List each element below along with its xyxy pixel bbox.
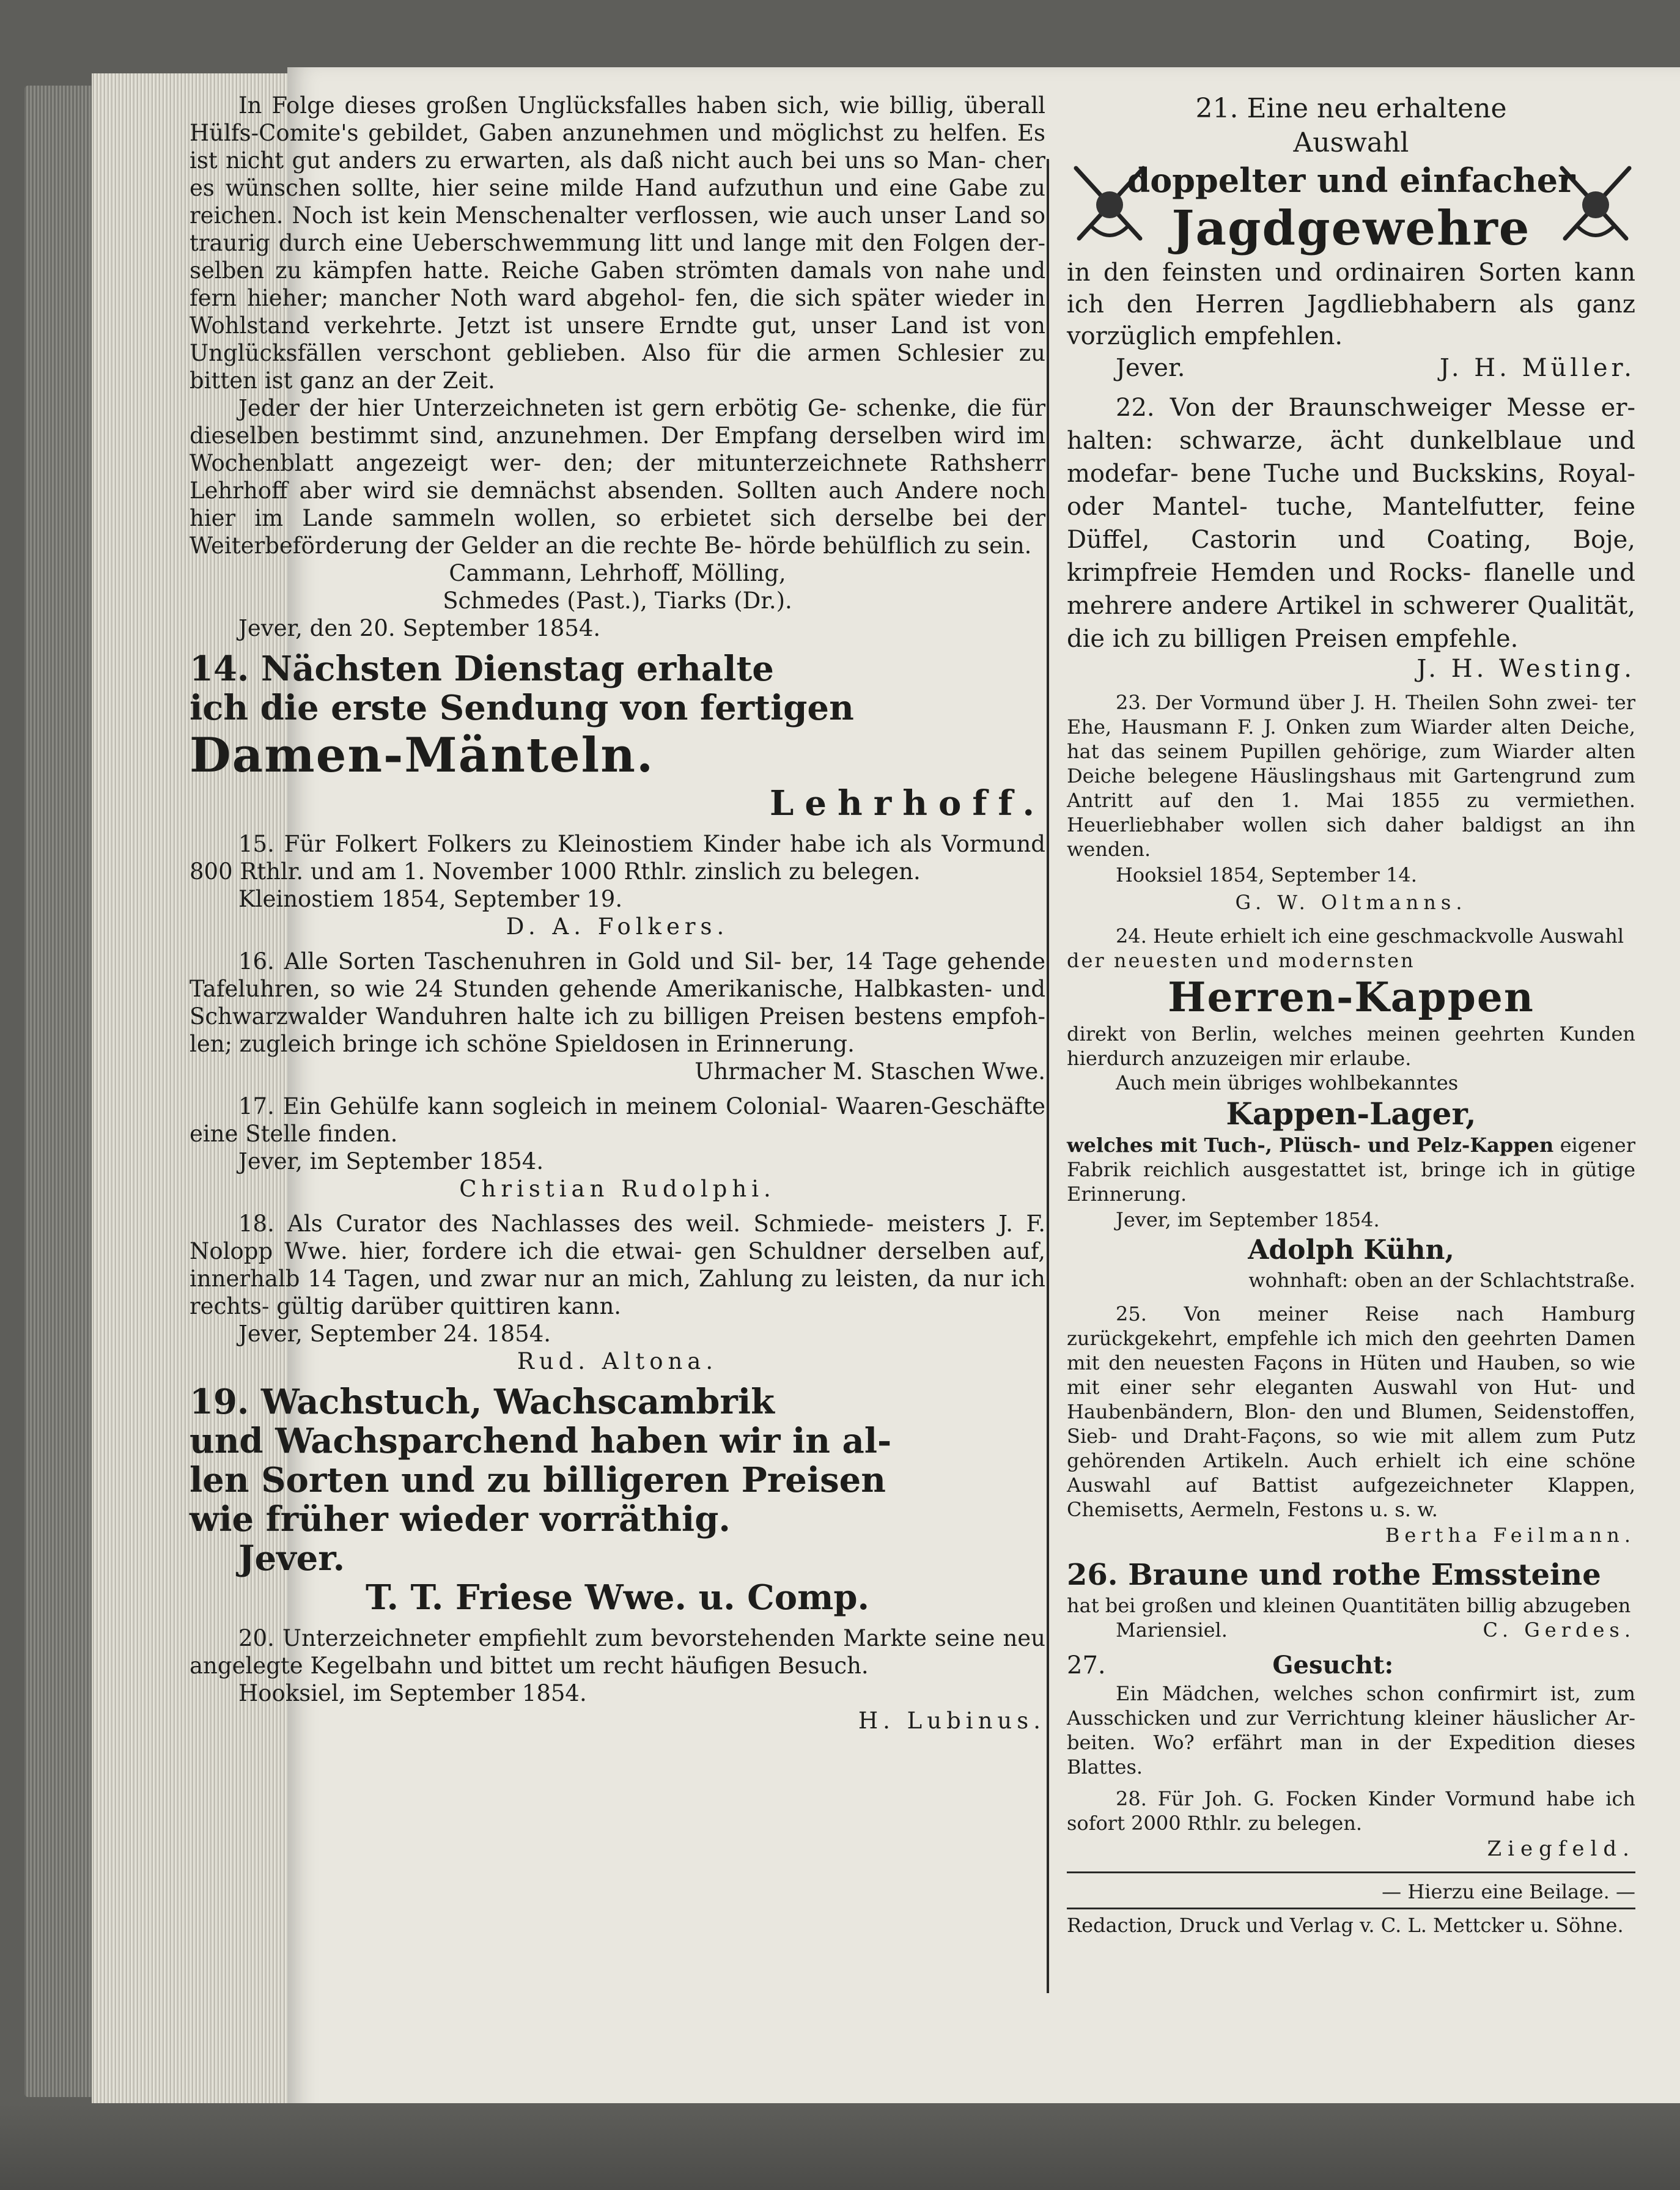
ad-text: hat bei großen und kleinen Quantitäten billig abzugeben xyxy=(1067,1594,1631,1617)
text-line: In Folge dieses großen Unglücksfalles haben sich, xyxy=(238,92,830,119)
ad-place: Mariensiel. xyxy=(1116,1618,1228,1642)
ad-footer xyxy=(1067,352,1635,384)
ad-text xyxy=(1067,1681,1635,1779)
ad-address: wohnhaft: oben an der Schlachtstraße. xyxy=(1248,1269,1635,1292)
ad-23 xyxy=(1067,690,1635,916)
appeal-notice xyxy=(190,92,1045,642)
text-line: verschont geblieben. Also für die armen Schlesier zu xyxy=(377,340,1045,366)
column-divider xyxy=(1047,159,1049,1993)
text-line: Façons in Hüten und Hauben, so wie mit einer sehr xyxy=(1067,1351,1635,1399)
appeal-paragraph-2 xyxy=(190,394,1045,559)
text-line: eleganten Auswahl von Hut- und Haubenbändern, Blon- xyxy=(1067,1376,1636,1423)
text-line: und eine Gabe zu reichen. Noch ist kein Menschenalter xyxy=(190,175,1045,229)
ad-place-date: Hooksiel 1854, September 14. xyxy=(1116,863,1417,887)
text-line: anzunehmen und möglichst zu helfen. Es ist nicht gut xyxy=(190,120,1045,174)
ad-text: 24. Heute erhielt ich eine geschmackvolle Auswahl xyxy=(1116,924,1624,948)
ad-title: Herren-Kappen xyxy=(1168,973,1534,1021)
ad-headline: wie früher wieder vorräthig. xyxy=(190,1499,731,1539)
text-line: empfehlen. xyxy=(1204,322,1343,350)
text-line: gültig darüber quittiren kann. xyxy=(276,1293,622,1319)
ad-signature: G. W. Oltmanns. xyxy=(1235,891,1467,914)
ad-text xyxy=(1067,1022,1635,1071)
ad-text xyxy=(1067,1133,1635,1206)
ad-signature: Lehrhoff. xyxy=(770,783,1045,824)
appeal-paragraph-1 xyxy=(190,92,1045,394)
text-line: eigener Fabrik reichlich ausgestattet ist, bringe ich in xyxy=(1067,1134,1636,1181)
ad-place: Jever. xyxy=(238,1538,345,1579)
text-line: zum Antritt auf den 1. Mai 1855 zu vermiethen. xyxy=(1067,764,1636,812)
text-line: schenke, die für dieselben bestimmt sind, anzunehmen. Der xyxy=(190,395,1046,449)
ad-headline: 14. Nächsten Dienstag erhalte xyxy=(190,649,774,689)
text-line: 1000 Rthlr. zinslich zu belegen. xyxy=(559,858,921,885)
ad-place: Jever. xyxy=(1116,354,1185,382)
ad-title: Gesucht: xyxy=(1272,1651,1394,1679)
text-line: 23. Der Vormund über J. H. Theilen Sohn zwei- xyxy=(1116,691,1599,714)
text-line: 17. Ein Gehülfe kann sogleich in meinem Colonial- xyxy=(238,1093,828,1119)
text-line: meisters J. F. Nolopp Wwe. hier, fordere ich die etwai- xyxy=(190,1211,1045,1264)
ad-text xyxy=(1067,690,1635,861)
ad-title: 26. Braune und rothe Emssteine xyxy=(1067,1558,1601,1592)
text-line: 25. Von meiner Reise nach Hamburg zurückgekehrt, xyxy=(1067,1302,1635,1350)
text-line: habe ich als Vormund 800 Rthlr. und am 1. November xyxy=(190,831,1045,885)
text-line: hörde behülflich zu sein. xyxy=(749,533,1032,559)
ad-signature: Adolph Kühn, xyxy=(1248,1234,1454,1266)
ad-21 xyxy=(1067,92,1635,384)
text-line: Blattes. xyxy=(1067,1755,1143,1779)
text-line: 20. Unterzeichneter empfiehlt zum bevorstehenden xyxy=(238,1625,835,1651)
text-line: Jeder der hier Unterzeichneten ist gern erbötig Ge- xyxy=(238,395,847,421)
ad-text xyxy=(190,1624,1045,1679)
text-line: in den feinsten und ordinairen Sorten kann ich xyxy=(1067,259,1635,319)
ad-headline: 19. Wachstuch, Wachscambrik xyxy=(190,1382,775,1422)
ad-signature: Uhrmacher M. Staschen Wwe. xyxy=(694,1058,1045,1085)
text-line: Empfang derselben wird im Wochenblatt angezeigt wer- xyxy=(190,422,1045,476)
text-line: Markte seine neu angelegte Kegelbahn und bittet um xyxy=(190,1625,1046,1679)
ad-signature: J. H. Müller. xyxy=(1439,354,1635,382)
ad-28 xyxy=(1067,1786,1635,1863)
text-line: selben zu kämpfen hatte. Reiche Gaben strömten damals xyxy=(190,257,872,284)
appeal-signers: Cammann, Lehrhoff, Mölling, xyxy=(449,560,786,586)
appeal-date: Jever, den 20. September 1854. xyxy=(238,615,601,641)
ad-signature: J. H. Westing. xyxy=(1417,655,1635,683)
ad-text xyxy=(1067,257,1635,352)
ad-place-date: Kleinostiem 1854, September 19. xyxy=(238,886,623,912)
text-line: bene Tuche und Buckskins, Royal- oder Mantel- xyxy=(1067,460,1635,521)
ad-headline: len Sorten und zu billigeren Preisen xyxy=(190,1460,886,1500)
text-line: anders zu erwarten, als daß nicht auch bei uns so Man- xyxy=(338,147,986,174)
ad-text xyxy=(1067,1786,1635,1835)
text-line: hierdurch anzuzeigen mir erlaube. xyxy=(1067,1047,1412,1070)
ad-title: Damen-Mänteln. xyxy=(190,728,655,783)
appeal-signers: Schmedes (Past.), Tiarks (Dr.). xyxy=(443,588,792,614)
text-line: recht häufigen Besuch. xyxy=(603,1653,869,1679)
ad-signature: C. Gerdes. xyxy=(1483,1618,1635,1642)
ad-15 xyxy=(190,830,1045,940)
left-column xyxy=(190,92,1045,1742)
ad-18 xyxy=(190,1210,1045,1375)
ad-place-date: Jever, im September 1854. xyxy=(1116,1208,1380,1231)
text-line: Wanduhren halte ich zu billigen Preisen bestens empfoh- xyxy=(375,1003,1045,1030)
text-line: wie billig, überall Hülfs-Comite's gebildet, Gaben xyxy=(190,92,1045,146)
ad-number: 27. xyxy=(1067,1651,1106,1679)
supplement-note: — Hierzu eine Beilage. — xyxy=(1382,1880,1635,1903)
text-line: Waaren-Geschäfte eine Stelle finden. xyxy=(190,1093,1045,1147)
ad-text xyxy=(1067,391,1635,655)
text-line: aufgezeichneter Klappen, Chemisetts, Aermeln, Festons xyxy=(1067,1473,1635,1521)
text-line: 18. Als Curator des Nachlasses des weil. Schmiede- xyxy=(238,1211,874,1237)
text-line: Qualität, die ich zu billigen Preisen empfehle. xyxy=(1067,592,1636,653)
text-line: bei der Weiterbeförderung der Gelder an die rechte Be- xyxy=(190,505,1046,559)
ad-text: Auch mein übriges wohlbekanntes xyxy=(1116,1071,1459,1094)
text-line: Ueberschwemmung litt und lange mit den Folgen der- xyxy=(411,230,1045,256)
text-line: Auch erhielt ich eine schöne Auswahl auf Battist xyxy=(1067,1449,1635,1497)
text-line: 22. Von der Braunschweiger Messe er- xyxy=(1116,394,1635,422)
ad-text xyxy=(190,1210,1045,1320)
ad-text: der neuesten und modernsten xyxy=(1067,949,1415,972)
ad-signature: Ziegfeld. xyxy=(1487,1837,1635,1861)
text-line: Ein Mädchen, welches schon confirmirt ist, zum xyxy=(1116,1682,1635,1705)
ad-19 xyxy=(190,1382,1045,1617)
ad-place-date: Jever, September 24. 1854. xyxy=(238,1321,551,1347)
ad-signature: Bertha Feilmann. xyxy=(1385,1524,1635,1547)
ad-footer xyxy=(1067,1618,1635,1642)
book-spine-edge xyxy=(24,86,92,2097)
ad-signature: T. T. Friese Wwe. u. Comp. xyxy=(366,1577,869,1618)
text-line: bitten ist ganz an der Zeit. xyxy=(190,367,495,394)
text-line: 15. Für Folkert Folkers zu Kleinostiem Kinder xyxy=(238,831,781,857)
ad-20 xyxy=(190,1624,1045,1735)
ad-text xyxy=(190,948,1045,1058)
text-line: halten: schwarze, ächt dunkelblaue und modefar- xyxy=(1067,427,1635,488)
text-line: tuche, Mantelfutter, feine Düffel, Castorin und xyxy=(1067,493,1635,554)
text-line: Deiche, hat das seinem Pupillen gehörige, zum Wiarder xyxy=(1067,715,1636,763)
ad-signature: H. Lubinus. xyxy=(858,1708,1045,1734)
footer-rule xyxy=(1067,1871,1635,1873)
text-line: gehende Amerikanische, Halbkasten- und Schwarzwalder xyxy=(190,976,1046,1030)
text-line: von nahe und fern hieher; mancher Noth ward abgehol- xyxy=(190,257,1046,311)
text-line: gen Schuldner derselben auf, innerhalb 14 Tagen, und xyxy=(190,1238,1045,1292)
ad-text xyxy=(1067,1302,1635,1522)
ad-headline: doppelter und einfacher xyxy=(1127,161,1575,200)
text-line: ich sofort 2000 Rthlr. zu belegen. xyxy=(1067,1787,1636,1835)
text-line: den und Blumen, Seidenstoffen, Sieb- und Draht-Façons, xyxy=(1067,1400,1635,1448)
ad-text xyxy=(190,830,1045,885)
ad-headline: Auswahl xyxy=(1293,127,1409,158)
ad-headline: ich die erste Sendung von fertigen xyxy=(190,688,854,728)
text-line: verflossen, wie auch unser Land so traurig durch eine xyxy=(190,202,1045,256)
ad-headline: und Wachsparchend haben wir in al- xyxy=(190,1421,892,1461)
right-column xyxy=(1067,92,1635,1937)
text-line: 16. Alle Sorten Taschenuhren in Gold und Sil- xyxy=(238,948,782,975)
ad-25 xyxy=(1067,1302,1635,1549)
text-line: 28. Für Joh. G. Focken Kinder Vormund habe xyxy=(1116,1787,1595,1810)
ad-22 xyxy=(1067,391,1635,683)
text-line: ber, 14 Tage gehende Tafeluhren, so wie 24 Stunden xyxy=(190,948,1046,1002)
ad-header xyxy=(1067,1650,1635,1681)
text-line: welches mit Tuch-, Plüsch- und Pelz-Kappen xyxy=(1067,1134,1554,1157)
ad-signature: Rud. Altona. xyxy=(517,1348,718,1374)
ad-headline: 21. Eine neu erhaltene xyxy=(1195,93,1507,124)
text-line: cher es wünschen sollte, hier seine milde Hand aufzuthun xyxy=(190,147,1045,201)
text-line: Heuerliebhaber wollen sich daher baldigst an ihn xyxy=(1067,813,1635,836)
imprint: Redaction, Druck und Verlag v. C. L. Mettcker u. Söhne. xyxy=(1067,1914,1624,1937)
text-line: fen, die sich später wieder in Wohlstand verkehrte. Jetzt xyxy=(190,285,1045,339)
text-line: ist unsere Erndte gut, unser Land ist von Unglücksfällen xyxy=(190,312,1045,366)
text-line: beiten. Wo? erfährt man in der Expedition dieses xyxy=(1067,1731,1635,1754)
text-line: direkt von Berlin, welches meinen geehrten Kunden xyxy=(1067,1022,1635,1045)
ad-signature: Christian Rudolphi. xyxy=(459,1176,776,1202)
ad-text xyxy=(190,1093,1045,1148)
text-line: so wie mit allem zum Putz gehörenden Artikeln. xyxy=(1067,1425,1636,1472)
text-line: Coating, Boje, krimpfreie Hemden und Rocks- xyxy=(1067,526,1635,587)
footer-rule xyxy=(1067,1908,1635,1909)
text-line: sie demnächst absenden. Sollten auch Andere noch hier xyxy=(190,477,1045,531)
text-line: empfehle ich mich den geehrten Damen mit den neuesten xyxy=(1067,1327,1636,1374)
text-line: den Herren Jagdliebhabern als ganz vorzüglich xyxy=(1067,290,1636,350)
ad-17 xyxy=(190,1093,1045,1203)
text-line: flanelle und mehrere andere Artikel in schwerer xyxy=(1067,559,1636,620)
ad-title: Jagdgewehre xyxy=(1171,201,1531,256)
ad-signature: D. A. Folkers. xyxy=(506,913,729,940)
ad-place-date: Jever, im September 1854. xyxy=(238,1148,544,1174)
text-line: u. s. w. xyxy=(1369,1498,1438,1521)
text-line: zwar nur an mich, Zahlung zu leisten, da nur ich rechts- xyxy=(190,1266,1045,1319)
text-line: Ausschicken und zur Verrichtung kleiner häuslicher Ar- xyxy=(1067,1706,1635,1730)
background-shadow xyxy=(0,2103,1680,2190)
text-line: len; zugleich bringe ich schöne Spieldosen in Erinnerung. xyxy=(190,1031,855,1057)
ad-24 xyxy=(1067,924,1635,1294)
ad-26 xyxy=(1067,1557,1635,1642)
ad-14 xyxy=(190,649,1045,823)
ad-title: Kappen-Lager, xyxy=(1226,1096,1476,1132)
ad-16 xyxy=(190,948,1045,1085)
text-line: im Lande sammeln wollen, so erbietet sich derselbe xyxy=(254,505,934,531)
ad-place-date: Hooksiel, im September 1854. xyxy=(238,1680,587,1706)
text-line: wenden. xyxy=(1067,838,1151,861)
text-line: ter Ehe, Hausmann F. J. Onken zum Wiarder alten xyxy=(1067,691,1636,739)
text-line: alten Deiche belegene Häuslingshaus mit Gartengrund xyxy=(1067,740,1636,787)
text-line: den; der mitunterzeichnete Rathsherr Lehrhoff aber wird xyxy=(190,450,1046,504)
ad-27 xyxy=(1067,1650,1635,1779)
text-line: gütige Erinnerung. xyxy=(1067,1158,1636,1206)
